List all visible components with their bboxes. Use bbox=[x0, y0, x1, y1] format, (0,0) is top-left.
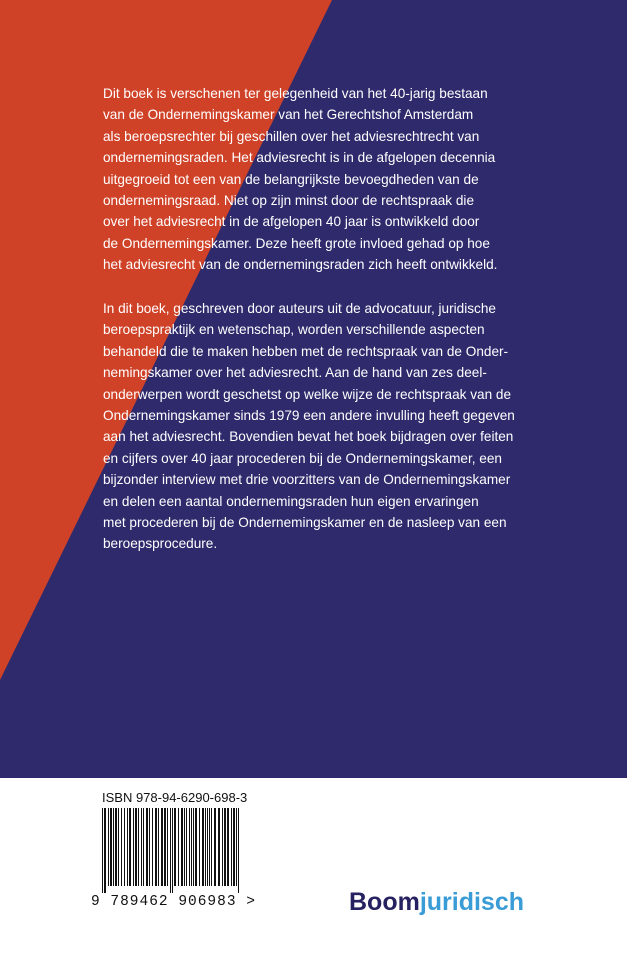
text-line: bijzonder interview met drie voorzitters van de Ondernemingskamer bbox=[103, 472, 511, 488]
barcode-bar bbox=[164, 808, 166, 886]
barcode-bar bbox=[143, 808, 144, 886]
text-line: met procederen bij de Ondernemingskamer en de nasleep van een bbox=[103, 515, 507, 531]
text-line: ondernemingsraden. Het adviesrecht is in de afgelopen decennia bbox=[103, 150, 496, 166]
barcode-bar bbox=[172, 808, 173, 893]
text-line: ondernemingsraad. Niet op zijn minst door de rechtspraak die bbox=[103, 193, 475, 209]
text-line: de Ondernemingskamer. Deze heeft grote invloed gehad op hoe bbox=[103, 235, 490, 251]
barcode-bar bbox=[170, 808, 171, 893]
barcode-bar bbox=[209, 808, 210, 886]
barcode-bar bbox=[141, 808, 142, 886]
text-line: als beroepsrechter bij geschillen over het adviesrechtrecht van bbox=[103, 128, 480, 144]
barcode-bar bbox=[207, 808, 208, 886]
barcode-bar bbox=[118, 808, 119, 886]
publisher-logo-boom: Boom bbox=[349, 888, 420, 916]
text-line: aan het adviesrecht. Bovendien bevat het boek bijdragen over feiten bbox=[103, 429, 514, 445]
barcode-digits: 9 789462 906983 > bbox=[91, 894, 256, 910]
barcode-bar bbox=[224, 808, 226, 886]
text-line: Dit boek is verschenen ter gelegenheid van het 40-jarig bestaan bbox=[103, 86, 488, 101]
barcode-icon bbox=[102, 808, 242, 893]
description-paragraph-1 bbox=[103, 83, 523, 276]
publisher-logo-juridisch: juridisch bbox=[419, 888, 525, 916]
text-line: behandeld die te maken hebben met de rechtspraak van de Onder- bbox=[103, 343, 509, 359]
barcode-bar bbox=[108, 808, 109, 886]
barcode-bar bbox=[181, 808, 183, 886]
barcode-bar bbox=[115, 808, 117, 886]
barcode-bar bbox=[233, 808, 235, 886]
barcode-bar bbox=[191, 808, 192, 886]
text-line: het adviesrecht van de ondernemingsraden zich heeft ontwikkeld. bbox=[103, 257, 498, 273]
barcode-bar bbox=[231, 808, 232, 886]
barcode-bar bbox=[167, 808, 168, 886]
text-line: In dit boek, geschreven door auteurs uit de advocatuur, juridische bbox=[103, 301, 496, 316]
barcode-bar bbox=[195, 808, 197, 886]
barcode-bar bbox=[161, 808, 163, 886]
publisher-logo bbox=[349, 888, 524, 917]
text-line: nemingskamer over het adviesrecht. Aan de hand van zes deel- bbox=[103, 365, 487, 381]
description-paragraph-2 bbox=[103, 298, 523, 555]
barcode-bar bbox=[121, 808, 122, 886]
barcode-bar bbox=[202, 808, 204, 886]
barcode-bar bbox=[152, 808, 153, 886]
barcode-bar bbox=[193, 808, 194, 886]
barcode-bar bbox=[218, 808, 220, 886]
barcode-bar bbox=[189, 808, 190, 886]
barcode-bar bbox=[110, 808, 112, 886]
isbn-label: ISBN 978-94-6290-698-3 bbox=[102, 790, 248, 805]
barcode-bar bbox=[146, 808, 148, 886]
barcode-bar bbox=[113, 808, 114, 886]
barcode-bar bbox=[138, 808, 139, 886]
text-line: en delen een aantal ondernemingsraden hun eigen ervaringen bbox=[103, 493, 479, 509]
barcode-bar bbox=[133, 808, 134, 886]
barcode-bar bbox=[199, 808, 200, 886]
barcode-bar bbox=[211, 808, 212, 886]
barcode-bar bbox=[129, 808, 131, 886]
barcode-bar bbox=[222, 808, 223, 886]
barcode-bar bbox=[205, 808, 206, 886]
barcode-bar bbox=[104, 808, 106, 893]
barcode-bar bbox=[214, 808, 216, 886]
barcode-bar bbox=[227, 808, 229, 886]
barcode-bar bbox=[178, 808, 179, 886]
barcode-bar bbox=[124, 808, 125, 886]
barcode-bar bbox=[186, 808, 187, 886]
barcode-bar bbox=[184, 808, 185, 886]
text-line: en cijfers over 40 jaar procederen bij de Ondernemingskamer, een bbox=[103, 450, 502, 466]
barcode-bar bbox=[174, 808, 176, 886]
text-line: beroepsprocedure. bbox=[103, 536, 218, 552]
barcode-bar bbox=[236, 808, 237, 886]
text-line: beroepspraktijk en wetenschap, worden verschillende aspecten bbox=[103, 322, 485, 338]
barcode-bar bbox=[135, 808, 137, 886]
barcode-bar bbox=[127, 808, 128, 886]
text-line: over het adviesrecht in de afgelopen 40 jaar is ontwikkeld door bbox=[103, 214, 480, 230]
text-line: onderwerpen wordt geschetst op welke wijze de rechtspraak van de bbox=[103, 386, 512, 402]
barcode-bar bbox=[102, 808, 103, 893]
barcode-bar bbox=[238, 808, 239, 893]
text-line: uitgegroeid tot een van de belangrijkste bevoegdheden van de bbox=[103, 171, 479, 187]
barcode-bar bbox=[158, 808, 159, 886]
text-line: Ondernemingskamer sinds 1979 een andere invulling heeft gegeven bbox=[103, 408, 515, 424]
text-line: van de Ondernemingskamer van het Gerechtshof Amsterdam bbox=[103, 107, 474, 123]
barcode-bar bbox=[149, 808, 150, 886]
barcode-bar bbox=[155, 808, 157, 886]
